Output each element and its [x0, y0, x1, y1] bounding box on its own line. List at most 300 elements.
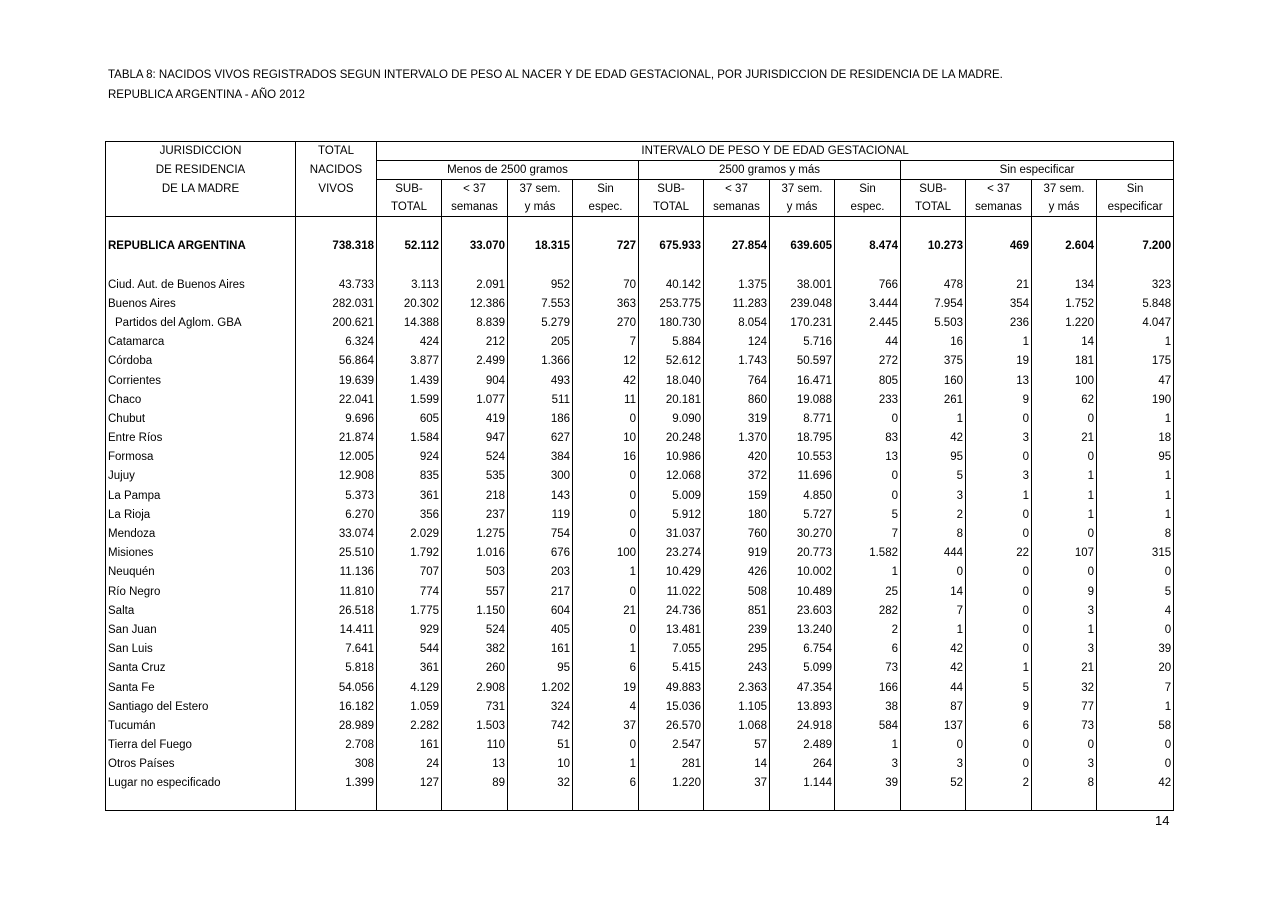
- table-cell: 424: [377, 333, 442, 352]
- table-cell: 44: [835, 333, 901, 352]
- table-cell: 375: [901, 352, 966, 371]
- table-cell: 805: [835, 371, 901, 390]
- table-cell: 30.270: [770, 524, 835, 543]
- header-blank-total: [296, 198, 377, 217]
- table-cell: 40.142: [639, 275, 704, 294]
- table-row: [106, 544, 1174, 563]
- jurisdiction-name: Misiones: [108, 547, 154, 560]
- table-cell: 181: [1032, 352, 1097, 371]
- table-cell: 56.864: [296, 352, 377, 371]
- jurisdiction-name: Santa Cruz: [108, 662, 166, 675]
- table-cell: 175: [1097, 352, 1174, 371]
- table-cell: 2: [835, 620, 901, 639]
- table-cell: 264: [770, 755, 835, 774]
- header-group-2500-mas: 2500 gramos y más: [639, 161, 901, 180]
- table-cell: 1.366: [508, 352, 573, 371]
- table-cell: 9.696: [296, 409, 377, 428]
- table-cell: 5.503: [901, 313, 966, 332]
- table-cell: 12.908: [296, 467, 377, 486]
- table-cell: 1: [1032, 620, 1097, 639]
- table-cell: 0: [1032, 448, 1097, 467]
- table-cell: 127: [377, 774, 442, 793]
- subheader-bottom-2: y más: [508, 198, 573, 217]
- table-cell: 1: [966, 333, 1032, 352]
- table-cell: 32: [508, 774, 573, 793]
- table-cell: 282: [835, 601, 901, 620]
- table-row: [106, 582, 1174, 601]
- table-cell: 1: [1097, 486, 1174, 505]
- table-cell: 0: [966, 755, 1032, 774]
- table-cell: 1.399: [296, 774, 377, 793]
- table-cell: 1: [573, 640, 639, 659]
- table-row: [106, 736, 1174, 755]
- subheader-bottom-11: especificar: [1097, 198, 1174, 217]
- table-cell: 742: [508, 716, 573, 735]
- table-cell: 124: [704, 333, 770, 352]
- table-cell: 42: [1097, 774, 1174, 793]
- table-cell: 2.547: [639, 736, 704, 755]
- table-row: [106, 448, 1174, 467]
- table-cell: 186: [508, 409, 573, 428]
- subheader-top-10: 37 sem.: [1032, 180, 1097, 199]
- table-cell: 382: [442, 640, 508, 659]
- table-cell: 20.302: [377, 294, 442, 313]
- table-cell: 7: [1097, 678, 1174, 697]
- table-cell: 5.818: [296, 659, 377, 678]
- jurisdiction-name: Chaco: [108, 393, 142, 406]
- table-cell: 54.056: [296, 678, 377, 697]
- header-jurisdiccion-2: DE RESIDENCIA: [155, 164, 246, 176]
- table-cell: 5.884: [639, 333, 704, 352]
- table-cell: 5.716: [770, 333, 835, 352]
- page-number: 14: [1155, 813, 1170, 828]
- table-cell: 2.363: [704, 678, 770, 697]
- table-row: [106, 659, 1174, 678]
- table-cell: 7: [573, 333, 639, 352]
- table-cell: 42: [901, 640, 966, 659]
- table-cell: 6.270: [296, 505, 377, 524]
- table-cell: 1: [835, 563, 901, 582]
- subheader-bottom-9: semanas: [966, 198, 1032, 217]
- table-cell: 426: [704, 563, 770, 582]
- table-cell: 37: [573, 716, 639, 735]
- table-cell: 239.048: [770, 294, 835, 313]
- subheader-top-9: < 37: [966, 180, 1032, 199]
- table-cell: 0: [573, 524, 639, 543]
- subheader-top-7: Sin: [835, 180, 901, 199]
- table-cell: 190: [1097, 390, 1174, 409]
- table-cell: 0: [573, 620, 639, 639]
- table-cell: 1: [1032, 505, 1097, 524]
- table-cell: 52: [901, 774, 966, 793]
- table-cell: 384: [508, 448, 573, 467]
- jurisdiction-name: San Juan: [108, 623, 157, 636]
- header-intervalo: INTERVALO DE PESO Y DE EDAD GESTACIONAL: [377, 142, 1174, 161]
- table-cell: 16: [573, 448, 639, 467]
- table-cell: 26.518: [296, 601, 377, 620]
- table-cell: 10.553: [770, 448, 835, 467]
- table-cell: 1.743: [704, 352, 770, 371]
- subheader-top-0: SUB-: [377, 180, 442, 199]
- table-cell: 6: [835, 640, 901, 659]
- jurisdiction-name: Ciud. Aut. de Buenos Aires: [108, 278, 245, 291]
- table-cell: 604: [508, 601, 573, 620]
- jurisdiction-name: Otros Países: [108, 758, 175, 771]
- table-header: [106, 142, 1174, 217]
- table-cell: 39: [835, 774, 901, 793]
- table-cell: 236: [966, 313, 1032, 332]
- table-cell: 2.908: [442, 678, 508, 697]
- table-cell: 0: [966, 601, 1032, 620]
- table-cell: 21: [1032, 429, 1097, 448]
- table-cell: 5: [1097, 582, 1174, 601]
- table-cell: 20.773: [770, 544, 835, 563]
- table-cell: 2.489: [770, 736, 835, 755]
- subheader-bottom-0: TOTAL: [377, 198, 442, 217]
- jurisdiction-name: Mendoza: [108, 528, 156, 541]
- table-cell: 0: [573, 467, 639, 486]
- table-cell: 42: [901, 659, 966, 678]
- table-cell: 1.144: [770, 774, 835, 793]
- table-cell: 766: [835, 275, 901, 294]
- jurisdiction-name: Córdoba: [108, 355, 153, 368]
- jurisdiction-name: Formosa: [108, 451, 154, 464]
- table-cell: 11.136: [296, 563, 377, 582]
- table-cell: 2.029: [377, 524, 442, 543]
- header-total-1: TOTAL: [296, 142, 377, 161]
- table-cell: 1.599: [377, 390, 442, 409]
- table-cell: 1.220: [639, 774, 704, 793]
- table-cell: 52.112: [377, 235, 442, 257]
- table-cell: 51: [508, 736, 573, 755]
- table-cell: 87: [901, 697, 966, 716]
- table-cell: 1: [901, 409, 966, 428]
- table-cell: 16: [901, 333, 966, 352]
- table-cell: 3: [1032, 601, 1097, 620]
- table-cell: 1: [1097, 467, 1174, 486]
- subheader-top-6: 37 sem.: [770, 180, 835, 199]
- table-cell: 929: [377, 620, 442, 639]
- table-cell: 50.597: [770, 352, 835, 371]
- jurisdiction-name: Corrientes: [108, 374, 162, 387]
- table-row: [106, 371, 1174, 390]
- table-cell: 5.373: [296, 486, 377, 505]
- table-cell: 511: [508, 390, 573, 409]
- table-row: [106, 294, 1174, 313]
- table-cell: 143: [508, 486, 573, 505]
- table-cell: 1: [1032, 486, 1097, 505]
- table-cell: 0: [966, 448, 1032, 467]
- table-cell: 18.795: [770, 429, 835, 448]
- table-cell: 0: [1032, 409, 1097, 428]
- table-cell: 764: [704, 371, 770, 390]
- table-cell: 161: [377, 736, 442, 755]
- subheader-bottom-4: TOTAL: [639, 198, 704, 217]
- spacer-row: [106, 257, 1174, 275]
- table-cell: 323: [1097, 275, 1174, 294]
- table-cell: 5.279: [508, 313, 573, 332]
- births-table: [105, 141, 1174, 811]
- table-cell: 557: [442, 582, 508, 601]
- table-cell: 0: [1097, 736, 1174, 755]
- table-cell: 675.933: [639, 235, 704, 257]
- table-row: [106, 697, 1174, 716]
- table-cell: 361: [377, 659, 442, 678]
- table-cell: 253.775: [639, 294, 704, 313]
- table-cell: 83: [835, 429, 901, 448]
- table-cell: 0: [966, 563, 1032, 582]
- table-row: [106, 467, 1174, 486]
- table-cell: 13: [835, 448, 901, 467]
- table-row: [106, 640, 1174, 659]
- spacer-row: [106, 793, 1174, 811]
- table-cell: 6: [573, 659, 639, 678]
- table-cell: 14: [704, 755, 770, 774]
- table-cell: 731: [442, 697, 508, 716]
- table-cell: 24.736: [639, 601, 704, 620]
- table-cell: 21: [1032, 659, 1097, 678]
- table-cell: 952: [508, 275, 573, 294]
- table-cell: 170.231: [770, 313, 835, 332]
- table-cell: 0: [966, 409, 1032, 428]
- table-cell: 0: [835, 467, 901, 486]
- table-cell: 605: [377, 409, 442, 428]
- table-cell: 524: [442, 448, 508, 467]
- table-cell: 0: [901, 736, 966, 755]
- table-cell: 0: [573, 582, 639, 601]
- spacer-row: [106, 217, 1174, 236]
- table-cell: 7.954: [901, 294, 966, 313]
- table-cell: 3: [1032, 640, 1097, 659]
- table-cell: 26.570: [639, 716, 704, 735]
- table-cell: 8.771: [770, 409, 835, 428]
- table-cell: 363: [573, 294, 639, 313]
- table-cell: 27.854: [704, 235, 770, 257]
- table-cell: 89: [442, 774, 508, 793]
- table-cell: 218: [442, 486, 508, 505]
- header-total-3: VIVOS: [296, 180, 377, 199]
- table-cell: 161: [508, 640, 573, 659]
- table-cell: 4.850: [770, 486, 835, 505]
- subheader-top-8: SUB-: [901, 180, 966, 199]
- header-jurisdiccion-3: DE LA MADRE: [161, 182, 240, 195]
- table-cell: 295: [704, 640, 770, 659]
- table-cell: 535: [442, 467, 508, 486]
- jurisdiction-name: Neuquén: [108, 566, 155, 579]
- table-cell: 100: [1032, 371, 1097, 390]
- table-cell: 7.553: [508, 294, 573, 313]
- table-cell: 8.839: [442, 313, 508, 332]
- table-cell: 20.248: [639, 429, 704, 448]
- table-cell: 3.113: [377, 275, 442, 294]
- table-cell: 19: [573, 678, 639, 697]
- table-cell: 12.068: [639, 467, 704, 486]
- table-cell: 354: [966, 294, 1032, 313]
- subheader-bottom-5: semanas: [704, 198, 770, 217]
- table-row: [106, 390, 1174, 409]
- table-cell: 4.129: [377, 678, 442, 697]
- table-cell: 1.077: [442, 390, 508, 409]
- table-cell: 1: [573, 755, 639, 774]
- table-title: TABLA 8: NACIDOS VIVOS REGISTRADOS SEGUN INTERVALO DE PESO AL NACER Y DE EDAD GESTACIONAL, POR JURISDICCION DE RESIDENCIA DE LA MADRE.: [108, 69, 1003, 81]
- table-cell: 2: [966, 774, 1032, 793]
- table-row: [106, 524, 1174, 543]
- table-row: [106, 716, 1174, 735]
- table-cell: 1: [966, 659, 1032, 678]
- table-cell: 2.499: [442, 352, 508, 371]
- header-group-sin-especificar: Sin especificar: [901, 161, 1174, 180]
- table-cell: 8: [1032, 774, 1097, 793]
- table-cell: 8: [1097, 524, 1174, 543]
- table-cell: 38.001: [770, 275, 835, 294]
- table-cell: 1.792: [377, 544, 442, 563]
- table-cell: 12: [573, 352, 639, 371]
- table-cell: 217: [508, 582, 573, 601]
- table-cell: 419: [442, 409, 508, 428]
- jurisdiction-name: Lugar no especificado: [108, 777, 221, 790]
- table-cell: 2.604: [1032, 235, 1097, 257]
- table-row: [106, 275, 1174, 294]
- table-cell: 478: [901, 275, 966, 294]
- table-cell: 0: [835, 486, 901, 505]
- table-cell: 47.354: [770, 678, 835, 697]
- table-cell: 0: [835, 409, 901, 428]
- table-cell: 11.810: [296, 582, 377, 601]
- table-cell: 159: [704, 486, 770, 505]
- table-cell: 47: [1097, 371, 1174, 390]
- table-cell: 3.877: [377, 352, 442, 371]
- table-cell: 203: [508, 563, 573, 582]
- table-row: [106, 333, 1174, 352]
- table-cell: 21: [573, 601, 639, 620]
- jurisdiction-name: Tierra del Fuego: [108, 739, 192, 752]
- table-cell: 300: [508, 467, 573, 486]
- table-cell: 1: [901, 620, 966, 639]
- table-cell: 272: [835, 352, 901, 371]
- table-cell: 10.273: [901, 235, 966, 257]
- table-cell: 4.047: [1097, 313, 1174, 332]
- table-cell: 0: [1032, 563, 1097, 582]
- jurisdiction-name: REPUBLICA ARGENTINA: [108, 240, 246, 252]
- table-cell: 10.002: [770, 563, 835, 582]
- table-cell: 0: [966, 640, 1032, 659]
- table-row: [106, 429, 1174, 448]
- table-cell: 16.182: [296, 697, 377, 716]
- table-cell: 5: [835, 505, 901, 524]
- table-cell: 18: [1097, 429, 1174, 448]
- table-cell: 160: [901, 371, 966, 390]
- table-cell: 20.181: [639, 390, 704, 409]
- table-cell: 25: [835, 582, 901, 601]
- table-cell: 2.708: [296, 736, 377, 755]
- total-row: [106, 235, 1174, 257]
- table-cell: 95: [901, 448, 966, 467]
- table-cell: 508: [704, 582, 770, 601]
- table-cell: 493: [508, 371, 573, 390]
- table-cell: 12.386: [442, 294, 508, 313]
- table-cell: 0: [966, 736, 1032, 755]
- table-cell: 281: [639, 755, 704, 774]
- table-cell: 0: [901, 563, 966, 582]
- table-cell: 0: [573, 409, 639, 428]
- table-cell: 3: [835, 755, 901, 774]
- table-cell: 1.752: [1032, 294, 1097, 313]
- table-cell: 95: [1097, 448, 1174, 467]
- table-cell: 6: [573, 774, 639, 793]
- table-cell: 5: [901, 467, 966, 486]
- table-cell: 3: [901, 486, 966, 505]
- table-cell: 405: [508, 620, 573, 639]
- table-cell: 639.605: [770, 235, 835, 257]
- table-cell: 12.005: [296, 448, 377, 467]
- subheader-top-3: Sin: [573, 180, 639, 199]
- table-cell: 1.220: [1032, 313, 1097, 332]
- table-cell: 420: [704, 448, 770, 467]
- table-cell: 524: [442, 620, 508, 639]
- jurisdiction-name: San Luis: [108, 643, 153, 656]
- table-cell: 1.775: [377, 601, 442, 620]
- table-cell: 924: [377, 448, 442, 467]
- table-row: [106, 409, 1174, 428]
- table-cell: 760: [704, 524, 770, 543]
- table-cell: 19: [966, 352, 1032, 371]
- table-cell: 308: [296, 755, 377, 774]
- table-cell: 6.324: [296, 333, 377, 352]
- table-cell: 19.639: [296, 371, 377, 390]
- table-cell: 200.621: [296, 313, 377, 332]
- header-blank: [106, 198, 296, 217]
- table-cell: 166: [835, 678, 901, 697]
- table-row: [106, 563, 1174, 582]
- table-cell: 0: [966, 620, 1032, 639]
- table-cell: 3: [966, 467, 1032, 486]
- table-cell: 444: [901, 544, 966, 563]
- table-cell: 1.375: [704, 275, 770, 294]
- table-cell: 32: [1032, 678, 1097, 697]
- table-cell: 919: [704, 544, 770, 563]
- table-cell: 1: [1097, 409, 1174, 428]
- table-cell: 2.091: [442, 275, 508, 294]
- table-cell: 1: [1032, 467, 1097, 486]
- table-cell: 5.912: [639, 505, 704, 524]
- table-cell: 9: [1032, 582, 1097, 601]
- table-cell: 73: [835, 659, 901, 678]
- table-cell: 0: [1097, 563, 1174, 582]
- table-cell: 904: [442, 371, 508, 390]
- table-cell: 727: [573, 235, 639, 257]
- table-cell: 39: [1097, 640, 1174, 659]
- table-cell: 0: [1032, 524, 1097, 543]
- table-cell: 95: [508, 659, 573, 678]
- table-cell: 10: [573, 429, 639, 448]
- table-cell: 1.584: [377, 429, 442, 448]
- subheader-bottom-7: espec.: [835, 198, 901, 217]
- table-cell: 42: [573, 371, 639, 390]
- table-cell: 361: [377, 486, 442, 505]
- table-cell: 13.481: [639, 620, 704, 639]
- table-cell: 239: [704, 620, 770, 639]
- table-row: [106, 352, 1174, 371]
- table-cell: 15.036: [639, 697, 704, 716]
- table-cell: 28.989: [296, 716, 377, 735]
- table-cell: 8: [901, 524, 966, 543]
- table-cell: 1: [966, 486, 1032, 505]
- table-cell: 13: [966, 371, 1032, 390]
- table-cell: 1.059: [377, 697, 442, 716]
- table-cell: 33.074: [296, 524, 377, 543]
- table-cell: 0: [966, 582, 1032, 601]
- table-cell: 42: [901, 429, 966, 448]
